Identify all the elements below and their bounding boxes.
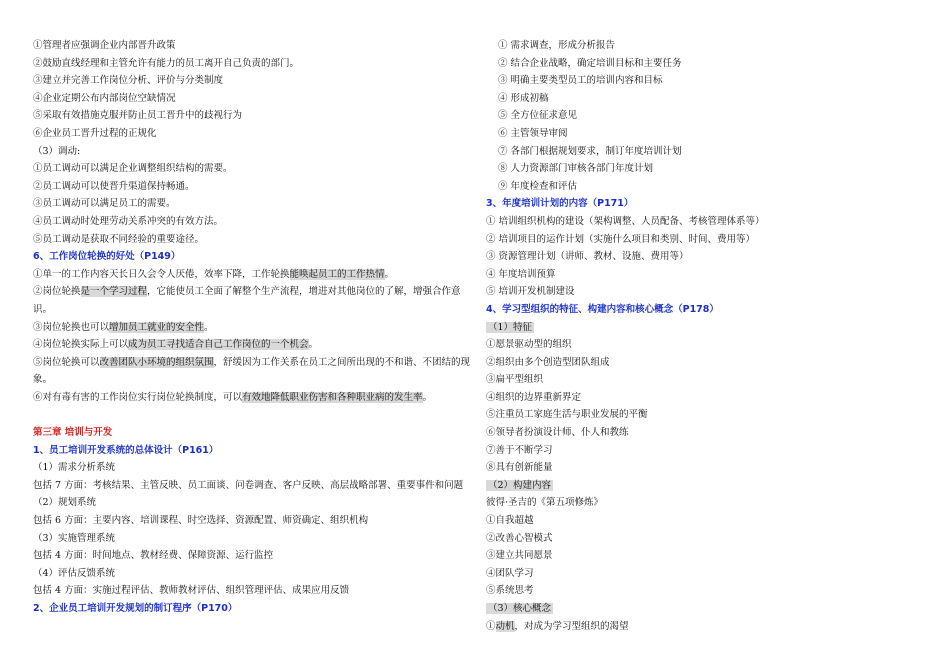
build-label-row (486, 477, 926, 495)
rotation-benefit-5 (33, 354, 471, 389)
needs-analysis-detail: 包括 7 方面：考核结果、主管反映、员工面谈、问卷调查、客户反映、高层战略部署、重要事件和问题 (33, 479, 464, 491)
rotation-benefit-6-text: ⑥对有毒有害的工作岗位实行岗位轮换制度，可以 (33, 391, 243, 403)
feature-8: ⑧具有创新能量 (486, 462, 553, 474)
core-concept-1 (486, 618, 926, 636)
implementation-system: （3）实施管理系统 (33, 532, 116, 544)
procedure-step-5: ⑤ 全方位征求意见 (498, 110, 578, 122)
features-label-row (486, 319, 926, 337)
feature-1: ①愿景驱动型的组织 (486, 339, 572, 351)
procedure-step-1: ① 需求调查，形成分析报告 (498, 40, 616, 51)
procedure-step-3: ③ 明确主要类型员工的培训内容和目标 (498, 75, 663, 87)
section-heading-6: 6、工作岗位轮换的好处（P149） (33, 251, 181, 263)
section-heading-3: 3、年度培训计划的内容（P171） (486, 198, 634, 210)
rotation-benefit-4-highlight: 成为员工寻找适合自己工作岗位的一个机会 (128, 339, 309, 351)
rotation-benefit-6-end: 。 (422, 391, 433, 403)
feature-4: ④组织的边界重新界定 (486, 391, 582, 403)
rotation-benefit-3-highlight: 增加员工就业的安全性 (109, 321, 205, 333)
rotation-benefit-3 (33, 319, 471, 337)
implementation-detail: 包括 4 方面：时间地点、教材经费、保障资源、运行监控 (33, 550, 274, 562)
rotation-benefit-1-highlight: 能唤起员工的工作热情 (289, 268, 385, 280)
plan-content-1: ① 培训组织机构的建设（架构调整、人员配备、考核管理体系等） (486, 215, 765, 227)
planning-system: （2）规划系统 (33, 497, 97, 509)
needs-analysis-system: （1）需求分析系统 (33, 462, 116, 474)
plan-content-2: ② 培训项目的运作计划（实施什么项目和类别、时间、费用等） (486, 233, 756, 245)
procedure-step-7: ⑦ 各部门根据规划要求，制订年度培训计划 (498, 145, 682, 157)
core-concept-1-num: ① (486, 620, 496, 632)
promotion-item-4: ④企业定期公布内部岗位空缺情况 (33, 92, 176, 104)
rotation-benefit-5-end: ，舒缓因为工作关系在员工之间所出现的不和谐、不团结的现象。 (33, 356, 471, 386)
evaluation-detail: 包括 4 方面：实施过程评估、教师教材评估、组织管理评估、成果应用反馈 (33, 585, 350, 597)
feature-3: ③扁平型组织 (486, 374, 544, 386)
discipline-4: ④团队学习 (486, 567, 534, 579)
core-label-row (486, 600, 926, 618)
transfer-item-1: ①员工调动可以满足企业调整组织结构的需要。 (33, 163, 233, 175)
rotation-benefit-2-text: ②岗位轮换 (33, 286, 81, 298)
procedure-step-4: ④ 形成初稿 (498, 92, 549, 104)
rotation-benefit-5-highlight: 改善团队小环境的组织氛围 (99, 356, 214, 368)
build-label: （2）构建内容 (488, 479, 552, 491)
promotion-item-6: ⑥企业员工晋升过程的正规化 (33, 127, 157, 139)
plan-content-5: ⑤ 培训开发机制建设 (486, 286, 575, 298)
promotion-item-3: ③建立并完善工作岗位分析、评价与分类制度 (33, 75, 224, 87)
evaluation-system: （4）评估反馈系统 (33, 567, 116, 579)
feature-7: ⑦善于不断学习 (486, 444, 553, 456)
promotion-item-1: ①管理者应强调企业内部晋升政策 (33, 40, 176, 51)
transfer-item-4: ④员工调动时处理劳动关系冲突的有效方法。 (33, 215, 224, 227)
discipline-5: ⑤系统思考 (486, 585, 534, 597)
promotion-item-2: ②鼓励直线经理和主管允许有能力的员工离开自己负责的部门。 (33, 57, 300, 69)
chapter-title: 第三章 培训与开发 (33, 427, 113, 439)
rotation-benefit-3-end: 。 (204, 321, 214, 333)
planning-detail: 包括 6 方面：主要内容、培训课程、时空选择、资源配置、师资确定、组织机构 (33, 515, 369, 527)
core-concept-1-text: ，对成为学习型组织的渴望 (514, 620, 629, 632)
rotation-benefit-2 (33, 283, 471, 318)
discipline-1: ①自我超越 (486, 515, 534, 527)
feature-6: ⑥领导者扮演设计师、仆人和教练 (486, 427, 629, 439)
procedure-step-9: ⑨ 年度检查和评估 (498, 180, 578, 192)
right-column (486, 37, 926, 635)
discipline-3: ③建立共同愿景 (486, 550, 553, 562)
rotation-benefit-1-text: ①单一的工作内容天长日久会令人厌倦，效率下降，工作轮换 (33, 268, 290, 280)
left-column (33, 37, 471, 618)
rotation-benefit-3-text: ③岗位轮换也可以 (33, 321, 110, 333)
fifth-discipline-ref: 彼得·圣吉的《第五项修炼》 (486, 497, 604, 509)
rotation-benefit-6 (33, 389, 471, 407)
plan-content-4: ④ 年度培训预算 (486, 268, 556, 280)
procedure-step-6: ⑥ 主管领导审阅 (498, 127, 568, 139)
feature-5: ⑤注重员工家庭生活与职业发展的平衡 (486, 409, 648, 421)
section-heading-2: 2、企业员工培训开发规划的制订程序（P170） (33, 603, 238, 614)
features-label: （1）特征 (488, 321, 533, 333)
core-label: （3）核心概念 (488, 603, 552, 614)
rotation-benefit-5-text: ⑤岗位轮换可以 (33, 356, 100, 368)
rotation-benefit-4 (33, 336, 471, 354)
rotation-benefit-2-end: ，它能使员工全面了解整个生产流程，增进对其他岗位的了解，增强合作意识。 (33, 286, 461, 315)
plan-content-3: ③ 资源管理计划（讲师、教材、设施、费用等） (486, 251, 689, 263)
rotation-benefit-1 (33, 266, 471, 284)
rotation-benefit-2-highlight: 是一个学习过程 (80, 286, 148, 298)
rotation-benefit-6-highlight: 有效地降低职业伤害和各种职业病的发生率 (242, 391, 423, 403)
rotation-benefit-1-end: 。 (384, 268, 395, 280)
transfer-item-3: ③员工调动可以满足员工的需要。 (33, 198, 176, 210)
transfer-subheading: （3）调动: (33, 145, 81, 157)
spacer (33, 406, 471, 424)
rotation-benefit-4-end: 。 (308, 339, 319, 351)
section-heading-4: 4、学习型组织的特征、构建内容和核心概念（P178） (486, 303, 719, 315)
transfer-item-5: ⑤员工调动是获取不同经验的重要途径。 (33, 233, 205, 245)
feature-2: ②组织由多个创造型团队组成 (486, 356, 610, 368)
core-concept-1-highlight: 动机 (495, 620, 515, 632)
section-heading-1: 1、员工培训开发系统的总体设计（P161） (33, 444, 219, 456)
promotion-item-5: ⑤采取有效措施克服并防止员工晋升中的歧视行为 (33, 110, 243, 122)
discipline-2: ②改善心智模式 (486, 532, 553, 544)
transfer-item-2: ②员工调动可以使晋升渠道保持畅通。 (33, 180, 195, 192)
procedure-step-8: ⑧ 人力资源部门审核各部门年度计划 (498, 163, 654, 175)
procedure-step-2: ② 结合企业战略，确定培训目标和主要任务 (498, 57, 682, 69)
rotation-benefit-4-text: ④岗位轮换实际上可以 (33, 339, 129, 351)
